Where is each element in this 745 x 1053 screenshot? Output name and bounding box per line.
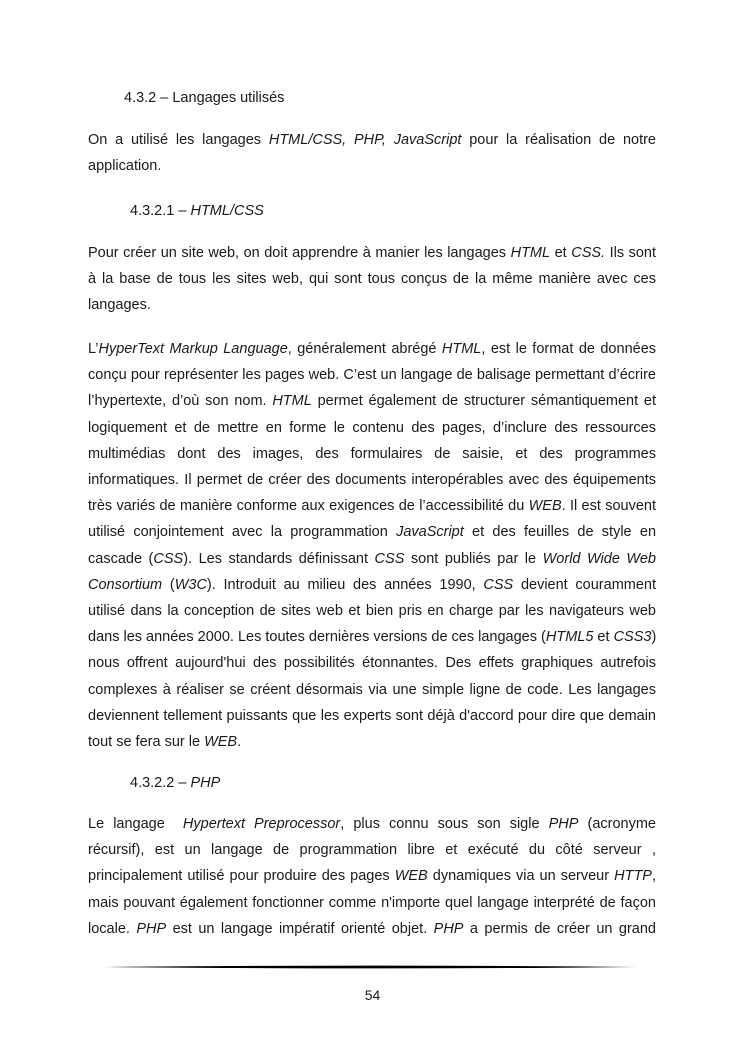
paragraph-php <box>88 811 656 942</box>
text-line: mais pouvant également fonctionner comme n'importe quel langage interprété de façon <box>88 894 656 911</box>
intro-paragraph <box>88 127 656 179</box>
text-line: récursif), est un langage de programmation libre et exécuté du côté serveur , <box>88 842 656 859</box>
paragraph-html-definition <box>88 336 656 755</box>
text-line: langages. <box>88 297 151 314</box>
text-line: conçu pour représenter les pages web. C’est un langage de balisage permettant d’écrire <box>88 367 656 384</box>
text-line: l’hypertexte, d’où son nom. HTML permet également de structurer sémantiquement et <box>88 393 656 410</box>
text-line: Le langage Hypertext Preprocessor, plus connu sous son sigle PHP (acronyme <box>88 816 656 832</box>
text-line: tout se fera sur le WEB. <box>88 734 242 751</box>
text-line: L’HyperText Markup Language, généralement abrégé HTML, est le format de données <box>88 341 657 357</box>
heading-4-3-2-2: 4.3.2.2 – PHP <box>130 775 221 791</box>
text-line: multimédias dont des images, des formulaires de saisie, et des programmes <box>88 445 656 462</box>
text-line: Pour créer un site web, on doit apprendre à manier les langages HTML et CSS. Ils sont <box>88 245 657 261</box>
paragraph-html-css-intro <box>88 240 656 319</box>
text-line: Consortium (W3C). Introduit au milieu des années 1990, CSS devient couramment <box>88 576 657 593</box>
text-line: application. <box>88 158 162 175</box>
text-line: dans les années 2000. Les toutes dernières versions de ces langages (HTML5 et CSS3) <box>88 629 657 646</box>
footer-divider <box>104 964 641 970</box>
text-line: logiquement et de mettre en forme le contenu des pages, d’inclure des ressources <box>88 419 656 436</box>
heading-4-3-2-1: 4.3.2.1 – HTML/CSS <box>130 203 264 219</box>
text-line: deviennent tellement puissants que les experts sont déjà d'accord pour dire que demain <box>88 707 656 724</box>
text-line: locale. PHP est un langage impératif orienté objet. PHP a permis de créer un grand <box>88 920 656 937</box>
text-line: utilisé dans la conception de sites web et bien pris en charge par les navigateurs web <box>88 603 656 620</box>
heading-4-3-2: 4.3.2 – Langages utilisés <box>124 90 285 106</box>
text-line: principalement utilisé pour produire des pages WEB dynamiques via un serveur HTTP, <box>88 868 657 885</box>
text-line: cascade (CSS). Les standards définissant CSS sont publiés par le World Wide Web <box>88 550 656 567</box>
text-line: informatiques. Il permet de créer des documents interopérables avec des équipements <box>88 472 656 489</box>
text-line: complexes à réaliser se créent désormais via une simple ligne de code. Les langages <box>88 681 656 698</box>
text-line: utilisé conjointement avec la programmation JavaScript et des feuilles de style en <box>88 524 657 541</box>
text-line: très variés de manière conforme aux exigences de l’accessibilité du WEB. Il est souvent <box>88 498 657 515</box>
text-line: à la base de tous les sites web, qui sont tous conçus de la même manière avec ces <box>88 271 656 288</box>
text-line: On a utilisé les langages HTML/CSS, PHP, JavaScript pour la réalisation de notre <box>88 132 656 148</box>
page-number: 54 <box>364 987 381 1003</box>
text-line: nous offrent aujourd'hui des possibilités étonnantes. Des effets graphiques autrefois <box>88 655 656 672</box>
